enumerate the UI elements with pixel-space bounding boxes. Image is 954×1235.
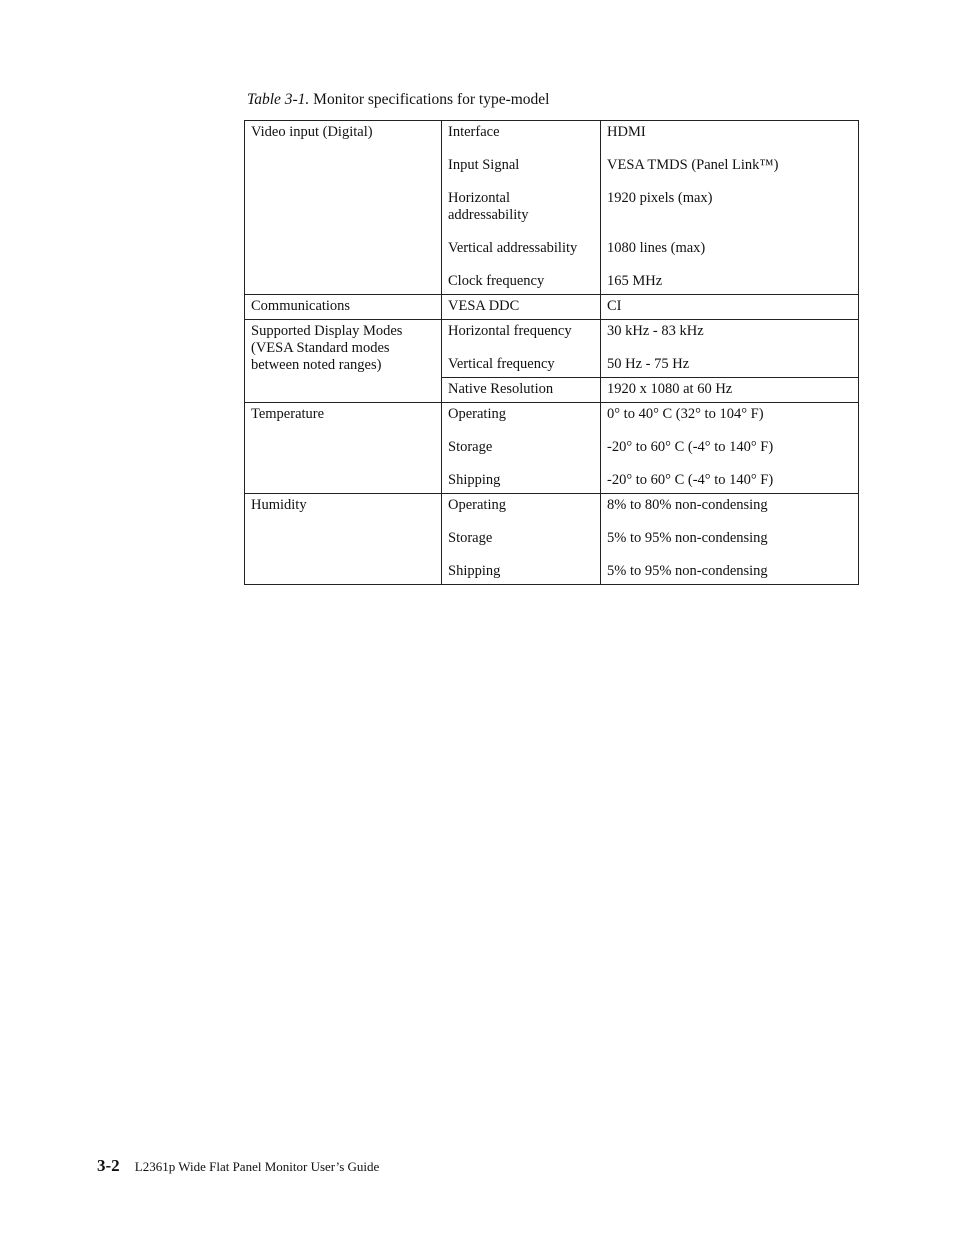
- spec-value-cell: [601, 494, 859, 585]
- spec-parameter-text: Native Resolution: [448, 381, 554, 397]
- table-row: [245, 403, 859, 494]
- spec-parameter: [448, 472, 594, 489]
- spec-value-text: 1080 lines (max): [607, 240, 706, 256]
- spec-value-text: 5% to 95% non-condensing: [607, 563, 768, 579]
- spec-value-text: -20° to 60° C (-4° to 140° F): [607, 439, 774, 455]
- spec-parameter-text: addressability: [448, 207, 529, 223]
- spec-parameter-text: Shipping: [448, 472, 501, 488]
- spec-value: [607, 298, 852, 315]
- spec-parameter-text: VESA DDC: [448, 298, 520, 314]
- spec-parameter: [448, 124, 594, 141]
- spec-category-cell: [245, 320, 442, 403]
- spec-value-text: VESA TMDS (Panel Link™): [607, 157, 779, 173]
- spec-value-cell: [601, 378, 859, 403]
- spec-category-cell: [245, 295, 442, 320]
- spec-category-text: (VESA Standard modes: [251, 340, 390, 356]
- spec-category-cell: [245, 403, 442, 494]
- spec-category-text: Video input (Digital): [251, 124, 373, 140]
- spec-value-text: CI: [607, 298, 622, 314]
- table-row: [245, 295, 859, 320]
- spec-value: [607, 190, 852, 224]
- spec-category-text: Temperature: [251, 406, 325, 422]
- spec-value: [607, 157, 852, 174]
- spec-parameter-cell: [442, 295, 601, 320]
- page-number: 3-2: [97, 1156, 120, 1175]
- spec-parameter: [448, 323, 594, 340]
- specifications-table-body: [245, 121, 859, 585]
- spec-value-text: 0° to 40° C (32° to 104° F): [607, 406, 764, 422]
- spec-value-cell: [601, 403, 859, 494]
- spec-value: [607, 406, 852, 423]
- spec-parameter-text: Vertical addressability: [448, 240, 578, 256]
- spec-value: [607, 240, 852, 257]
- spec-value-text: 165 MHz: [607, 273, 663, 289]
- spec-parameter: [448, 298, 594, 315]
- spec-parameter: [448, 240, 594, 257]
- spec-parameter-text: Storage: [448, 439, 493, 455]
- spec-parameter: [448, 497, 594, 514]
- document-title: L2361p Wide Flat Panel Monitor User’s Guide: [134, 1159, 380, 1174]
- spec-value-text: 30 kHz - 83 kHz: [607, 323, 704, 339]
- specifications-table: [244, 120, 859, 585]
- spec-value: [607, 323, 852, 340]
- spec-value: [607, 439, 852, 456]
- spec-value: [607, 472, 852, 489]
- spec-parameter-text: Operating: [448, 497, 506, 513]
- spec-category-text: between noted ranges): [251, 357, 382, 373]
- table-row: [245, 121, 859, 295]
- spec-category-text: Supported Display Modes: [251, 323, 403, 339]
- table-caption: [247, 91, 550, 109]
- spec-parameter-cell: [442, 378, 601, 403]
- spec-parameter: [448, 381, 594, 398]
- spec-parameter-cell: [442, 403, 601, 494]
- spec-parameter-cell: [442, 494, 601, 585]
- spec-parameter: [448, 406, 594, 423]
- spec-value-cell: [601, 121, 859, 295]
- spec-parameter-text: Vertical frequency: [448, 356, 555, 372]
- spec-parameter: [448, 563, 594, 580]
- spec-parameter: [448, 439, 594, 456]
- spec-value-cell: [601, 295, 859, 320]
- spec-category-text: Communications: [251, 298, 351, 314]
- spec-category-cell: [245, 121, 442, 295]
- spec-value-text: 1920 pixels (max): [607, 190, 713, 206]
- spec-parameter: [448, 273, 594, 290]
- spec-value-text: -20° to 60° C (-4° to 140° F): [607, 472, 774, 488]
- spec-category-text: Humidity: [251, 497, 307, 513]
- spec-value: [607, 381, 852, 398]
- table-row: [245, 320, 859, 378]
- table-caption-text: Monitor specifications for type-model: [313, 91, 550, 108]
- spec-value: [607, 273, 852, 290]
- spec-value: [607, 563, 852, 580]
- spec-value: [607, 124, 852, 141]
- spec-value-text: 50 Hz - 75 Hz: [607, 356, 690, 372]
- page-footer: [97, 1156, 379, 1176]
- spec-parameter-text: Shipping: [448, 563, 501, 579]
- spec-parameter: [448, 190, 594, 224]
- spec-value-cell: [601, 320, 859, 378]
- spec-value-text: 1920 x 1080 at 60 Hz: [607, 381, 733, 397]
- spec-parameter-text: Horizontal: [448, 190, 511, 206]
- spec-parameter-text: Input Signal: [448, 157, 520, 173]
- spec-parameter: [448, 356, 594, 373]
- spec-category-cell: [245, 494, 442, 585]
- spec-parameter-cell: [442, 320, 601, 378]
- spec-parameter-text: Interface: [448, 124, 500, 140]
- spec-parameter-text: Clock frequency: [448, 273, 545, 289]
- table-row: [245, 494, 859, 585]
- spec-parameter-cell: [442, 121, 601, 295]
- spec-parameter: [448, 157, 594, 174]
- table-caption-label: Table 3-1.: [247, 91, 310, 108]
- spec-value: [607, 497, 852, 514]
- spec-parameter-text: Horizontal frequency: [448, 323, 572, 339]
- spec-value-text: 5% to 95% non-condensing: [607, 530, 768, 546]
- spec-value: [607, 356, 852, 373]
- spec-value-text: HDMI: [607, 124, 646, 140]
- spec-value: [607, 530, 852, 547]
- spec-parameter-text: Storage: [448, 530, 493, 546]
- spec-value-text: 8% to 80% non-condensing: [607, 497, 768, 513]
- spec-parameter: [448, 530, 594, 547]
- spec-parameter-text: Operating: [448, 406, 506, 422]
